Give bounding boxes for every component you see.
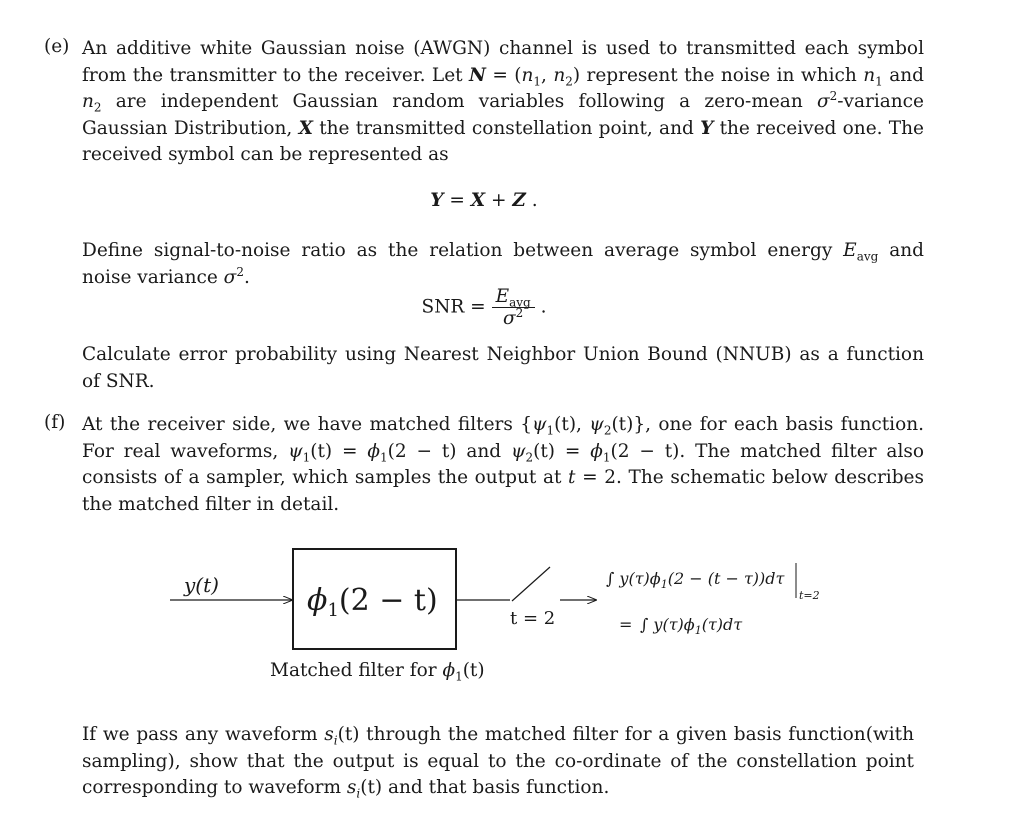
math-psi: ψ: [511, 440, 526, 462]
text: If we pass any waveform: [82, 724, 325, 745]
subscript: 1: [546, 423, 555, 438]
superscript: 2: [515, 305, 524, 320]
math-phi: ϕ: [590, 440, 603, 462]
superscript: 2: [236, 264, 244, 279]
text: and noise variance: [82, 240, 924, 288]
diagram-caption: [270, 660, 485, 684]
text: , one for each basis function. For real waveforms,: [82, 414, 924, 462]
subscript: avg: [856, 249, 879, 264]
text: ,: [541, 64, 554, 86]
part-e-paragraph-3: Calculate error probability using Nearest Neighbor Union Bound (NNUB) as a function of SNR.: [82, 344, 924, 392]
filter-label: [307, 583, 438, 621]
math-Y: Y: [430, 190, 444, 211]
sampler-label: t = 2: [510, 608, 556, 629]
text: .: [534, 296, 547, 318]
input-signal-label: y(t): [184, 573, 219, 597]
subscript: 2: [525, 450, 534, 465]
subscript: 1: [602, 450, 611, 465]
superscript: 2: [829, 88, 838, 103]
text: and: [882, 64, 924, 86]
text: are independent Gaussian random variables following a zero-mean: [101, 91, 817, 112]
filter-phi: ϕ: [307, 583, 328, 618]
subscript: 2: [603, 423, 612, 438]
text: .: [243, 266, 250, 288]
subscript: 2: [93, 100, 102, 115]
text: -variance Gaussian Distribution,: [82, 91, 924, 139]
sampler-switch: [512, 567, 550, 601]
subscript: 1: [875, 74, 883, 89]
output-expression-1: [606, 569, 786, 591]
subscript: 1: [533, 74, 542, 89]
math-n: n: [82, 91, 94, 112]
text: (2 − t). The matched filter also consists of a sampler, which samples the output at: [82, 440, 925, 488]
math-t: t: [568, 467, 576, 488]
subscript: 2: [565, 74, 573, 89]
output-equals: =: [619, 615, 633, 634]
math-sigma: σ: [223, 266, 237, 288]
text: the received one. The received symbol can be represented as: [82, 117, 925, 165]
math-E: E: [843, 240, 857, 261]
text: =: [443, 190, 471, 211]
math-psi: ψ: [532, 414, 547, 435]
subscript: 1: [302, 450, 311, 465]
out1-main: ∫ y(τ)ϕ: [606, 569, 661, 588]
subscript: 1: [380, 450, 388, 465]
text: (t) and that basis function.: [360, 777, 610, 798]
math-i: i: [356, 786, 361, 801]
math-psi: ψ: [589, 414, 604, 435]
evaluation-label: t=2: [799, 589, 820, 602]
output-expression-2: [640, 615, 743, 637]
text: (2 − t) and: [387, 440, 511, 462]
math-sigma: σ: [503, 308, 516, 329]
text: +: [485, 190, 513, 211]
math-s: s: [346, 777, 357, 798]
text: At the receiver side, we have matched filters {: [82, 414, 533, 435]
subscript: 1: [455, 669, 463, 684]
math-n: n: [553, 64, 566, 86]
math-i: i: [333, 733, 338, 748]
math-X: X: [298, 117, 313, 139]
text: .: [525, 190, 538, 211]
text: (t),: [554, 414, 590, 435]
filter-sub: 1: [327, 600, 339, 621]
part-f-label: (f): [44, 412, 66, 433]
text: = 2. The schematic below describes the matched filter in detail.: [82, 467, 924, 515]
text: (t) =: [310, 440, 368, 462]
text: Matched filter for: [270, 660, 443, 681]
math-psi: ψ: [288, 440, 303, 462]
math-N: N: [469, 64, 486, 86]
out1-sub: 1: [660, 578, 668, 591]
text: Define signal-to-noise ratio as the relation between average symbol energy: [82, 240, 844, 261]
text: ) represent the noise in which: [572, 64, 864, 86]
text: SNR =: [421, 296, 492, 318]
math-phi: ϕ: [367, 440, 380, 462]
text: (t)}: [611, 414, 646, 435]
math-Z: Z: [512, 190, 526, 211]
text: (t): [462, 660, 485, 681]
math-n: n: [863, 64, 876, 86]
out2-rest: (τ)dτ: [701, 615, 743, 634]
part-f-paragraph-2: [82, 722, 914, 802]
subscript: avg: [509, 295, 531, 310]
text: the transmitted constellation point, and: [312, 117, 701, 139]
math-sigma: σ: [816, 91, 830, 112]
text: An additive white Gaussian noise (AWGN) channel is used to transmitted each symbol from the transmitter to the receiver. Let: [82, 38, 924, 86]
math-E: E: [495, 286, 510, 307]
math-Y: Y: [700, 117, 714, 139]
math-s: s: [324, 724, 334, 745]
out2-main: ∫ y(τ)ϕ: [640, 615, 695, 634]
text: (t) =: [533, 440, 591, 462]
math-X: X: [470, 190, 486, 211]
filter-arg: (2 − t): [338, 583, 438, 618]
out2-sub: 1: [694, 624, 702, 637]
part-e-label: (e): [44, 36, 70, 57]
out1-rest: (2 − (t − τ))dτ: [667, 569, 785, 588]
text: (t) through the matched filter for a given basis function(with sampling), show that the output is equal to the co-ordinate of the constellation point corresponding to waveform: [82, 724, 915, 798]
text: = (: [485, 64, 522, 86]
math-phi: ϕ: [442, 660, 456, 681]
math-n: n: [521, 64, 534, 86]
